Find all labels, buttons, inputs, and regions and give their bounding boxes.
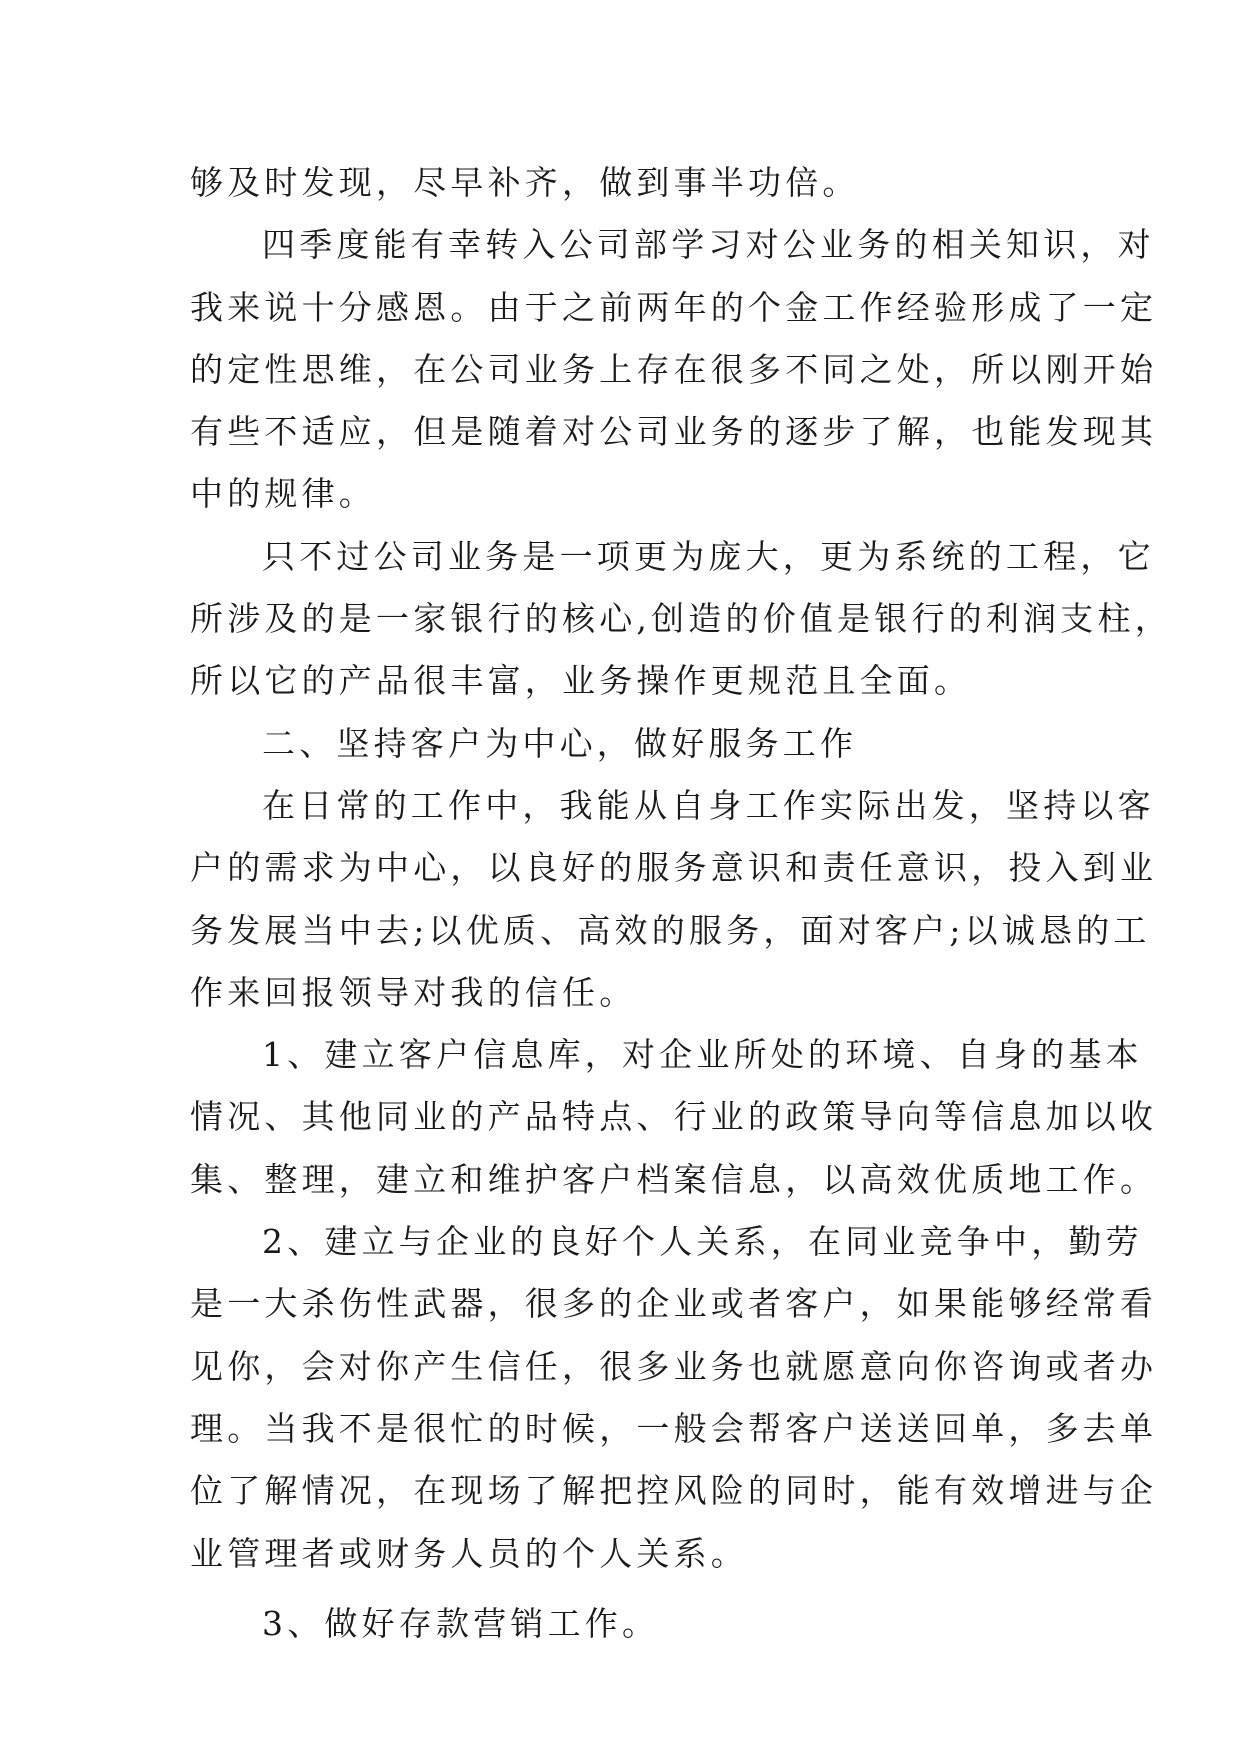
paragraph-line: 户的需求为中心，以良好的服务意识和责任意识，投入到业 xyxy=(190,848,1158,888)
list-item-line: 位了解情况，在现场了解把控风险的同时，能有效增进与企 xyxy=(190,1471,1158,1511)
paragraph-line: 所涉及的是一家银行的核心,创造的价值是银行的利润支柱， xyxy=(190,599,1172,639)
document-body xyxy=(190,152,1172,1655)
paragraph-line: 有些不适应，但是随着对公司业务的逐步了解，也能发现其 xyxy=(190,412,1158,452)
list-item-line: 1、建立客户信息库，对企业所处的环境、自身的基本 xyxy=(262,1035,1143,1075)
list-item-line: 见你，会对你产生信任，很多业务也就愿意向你咨询或者办 xyxy=(190,1346,1158,1386)
list-item-line: 2、建立与企业的良好个人关系，在同业竞争中，勤劳 xyxy=(262,1222,1143,1262)
paragraph-line: 在日常的工作中，我能从自身工作实际出发，坚持以客 xyxy=(262,785,1155,825)
list-item-line: 情况、其他同业的产品特点、行业的政策导向等信息加以收 xyxy=(190,1097,1158,1137)
paragraph-line: 四季度能有幸转入公司部学习对公业务的相关知识，对 xyxy=(262,225,1155,265)
section-heading: 二、坚持客户为中心，做好服务工作 xyxy=(262,723,858,763)
paragraph-line: 所以它的产品很丰富，业务操作更规范且全面。 xyxy=(190,661,972,701)
paragraph-line: 我来说十分感恩。由于之前两年的个金工作经验形成了一定 xyxy=(190,287,1158,327)
list-item-line: 理。当我不是很忙的时候，一般会帮客户送送回单，多去单 xyxy=(190,1408,1158,1448)
paragraph-line: 的定性思维，在公司业务上存在很多不同之处，所以刚开始 xyxy=(190,349,1158,389)
list-item-line: 集、整理，建立和维护客户档案信息，以高效优质地工作。 xyxy=(190,1159,1158,1199)
paragraph-line: 只不过公司业务是一项更为庞大，更为系统的工程，它 xyxy=(262,536,1155,576)
list-item-line: 是一大杀伤性武器，很多的企业或者客户，如果能够经常看 xyxy=(190,1284,1158,1324)
list-item-line: 业管理者或财务人员的个人关系。 xyxy=(190,1533,748,1573)
paragraph-line: 务发展当中去;以优质、高效的服务，面对客户;以诚恳的工 xyxy=(190,910,1151,950)
paragraph-line: 够及时发现，尽早补齐，做到事半功倍。 xyxy=(190,163,860,202)
paragraph-line: 作来回报领导对我的信任。 xyxy=(190,972,637,1012)
paragraph-line: 中的规律。 xyxy=(190,474,376,514)
list-item-line: 3、做好存款营销工作。 xyxy=(262,1603,660,1643)
